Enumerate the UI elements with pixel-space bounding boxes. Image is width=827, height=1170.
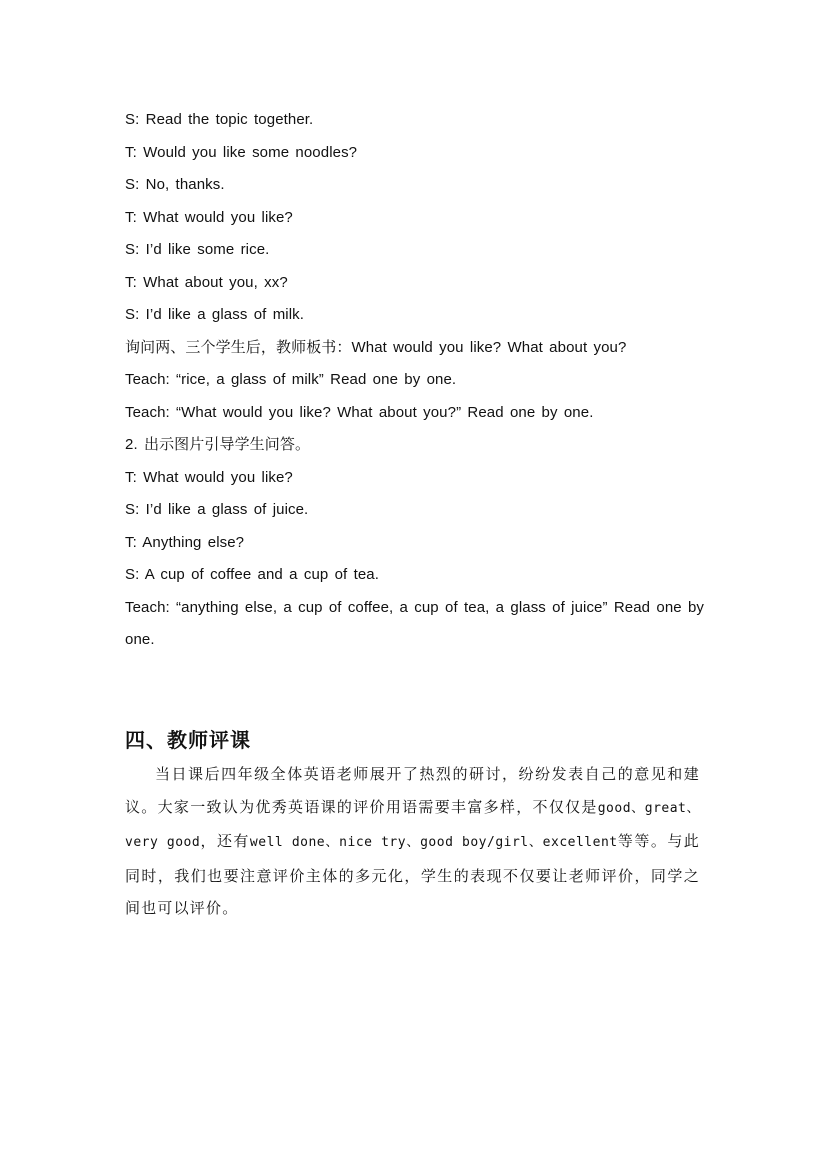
- dialogue-line: T: What would you like?: [125, 208, 293, 226]
- dialogue-line: 2. 出示图片引导学生问答。: [125, 436, 311, 453]
- section-heading: 四、教师评课: [125, 728, 251, 752]
- paragraph-text: ，还有: [200, 832, 250, 850]
- dialogue-line: T: What about you, xx?: [125, 273, 288, 291]
- dialogue-line: 询问两、三个学生后，教师板书：What would you like? What about you?: [125, 338, 627, 356]
- dialogue-line: S: A cup of coffee and a cup of tea.: [125, 566, 379, 583]
- praise-phrases: well done、nice try、good boy/girl、excellent: [249, 835, 618, 850]
- dialogue-line: T: What would you like?: [125, 468, 293, 486]
- paragraph-text: 等等。与此同时，我们也要注意评价主体的多元化，学生的表现不仅要让老师评价，同学之间也可以评价。: [125, 832, 700, 917]
- paragraph-text: 当日课后四年级全体英语老师展开了热烈的研讨，纷纷发表自己的意见和建议。大家一致认为优秀英语课的评价用语需要丰富多样，不仅仅是: [125, 765, 700, 816]
- dialogue-line: S: No, thanks.: [125, 176, 225, 193]
- dialogue-line: S: I’d like some rice.: [125, 241, 270, 258]
- lesson-dialogue: [125, 104, 725, 657]
- dialogue-line: S: Read the topic together.: [125, 111, 314, 128]
- teacher-review-section: [125, 722, 700, 925]
- section-paragraph: [125, 758, 700, 925]
- praise-phrases: good、great、very good: [125, 800, 700, 850]
- dialogue-line: Teach: “rice, a glass of milk” Read one by one.: [125, 371, 457, 388]
- dialogue-line: S: I’d like a glass of juice.: [125, 501, 309, 518]
- dialogue-line: S: I’d like a glass of milk.: [125, 306, 305, 323]
- dialogue-line: Teach: “anything else, a cup of coffee, a cup of tea, a glass of juice” Read one by one.: [125, 598, 705, 648]
- dialogue-line: T: Would you like some noodles?: [125, 143, 358, 161]
- dialogue-line: Teach: “What would you like? What about you?” Read one by one.: [125, 403, 594, 421]
- dialogue-line: T: Anything else?: [125, 533, 245, 551]
